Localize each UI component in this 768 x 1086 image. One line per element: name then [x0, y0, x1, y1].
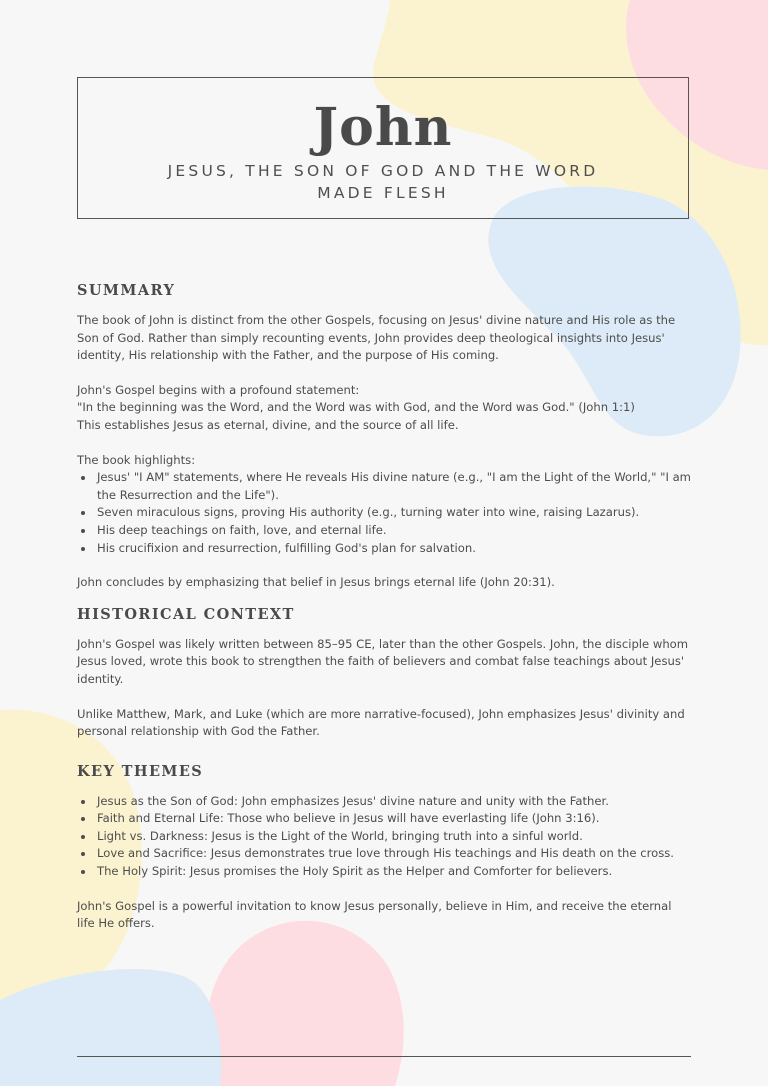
summary-conclusion: John concludes by emphasizing that belief in Jesus brings eternal life (John 20:31). — [77, 575, 555, 590]
list-item: • The Holy Spirit: Jesus promises the Holy Spirit as the Helper and Comforter for believers. — [95, 863, 691, 881]
list-item: • Love and Sacrifice: Jesus demonstrates true love through His teachings and His death on the cross. — [95, 845, 691, 863]
list-item: • Faith and Eternal Life: Those who believe in Jesus will have everlasting life (John 3:16). — [95, 810, 691, 828]
bottom-divider — [77, 1056, 691, 1057]
themes-list — [77, 793, 691, 881]
historical-paragraph-1: John's Gospel was likely written between 85–95 CE, later than the other Gospels. John, the disciple whom Jesus loved, wrote this book to strengthen the faith of believers and combat false teachings about Jesus' identity. — [77, 636, 689, 686]
list-item: • Seven miraculous signs, proving His authority (e.g., turning water into wine, raising Lazarus). — [95, 504, 691, 522]
themes-closing: John's Gospel is a powerful invitation to know Jesus personally, believe in Him, and receive the eternal life He offers. — [77, 898, 672, 931]
page-subtitle: JESUS, THE SON OF GOD AND THE WORD MADE FLESH — [167, 162, 599, 202]
content — [77, 282, 691, 933]
summary-heading: SUMMARY — [77, 282, 176, 299]
list-item: • Light vs. Darkness: Jesus is the Light of the World, bringing truth into a sinful world. — [95, 828, 691, 846]
historical-paragraph-2: Unlike Matthew, Mark, and Luke (which are more narrative-focused), John emphasizes Jesus' divinity and personal relationship with God the Father. — [77, 706, 685, 739]
summary-quote-intro: John's Gospel begins with a profound statement: — [77, 382, 360, 397]
summary-quote-note: This establishes Jesus as eternal, divine, and the source of all life. — [77, 417, 459, 432]
page-title: John — [313, 97, 453, 158]
highlights-list — [77, 469, 691, 557]
highlights-intro: The book highlights: — [77, 452, 196, 467]
title-box — [77, 77, 689, 219]
summary-paragraph: The book of John is distinct from the other Gospels, focusing on Jesus' divine nature and His role as the Son of God. Rather than simply recounting events, John provides deep theological insights into Jesus' identity, His relationship with the Father, and the purpose of His coming. — [77, 313, 676, 363]
historical-heading: HISTORICAL CONTEXT — [77, 605, 295, 623]
list-item: • His deep teachings on faith, love, and eternal life. — [95, 522, 691, 540]
summary-quote: "In the beginning was the Word, and the Word was with God, and the Word was God." (John 1:1) — [77, 400, 635, 415]
list-item: • His crucifixion and resurrection, fulfilling God's plan for salvation. — [95, 540, 691, 558]
list-item: • Jesus as the Son of God: John emphasizes Jesus' divine nature and unity with the Father. — [95, 793, 691, 811]
list-item: • Jesus' "I AM" statements, where He reveals His divine nature (e.g., "I am the Light of the World," "I am the Resurrection and the Life"). — [95, 469, 691, 504]
themes-heading: KEY THEMES — [77, 762, 204, 780]
